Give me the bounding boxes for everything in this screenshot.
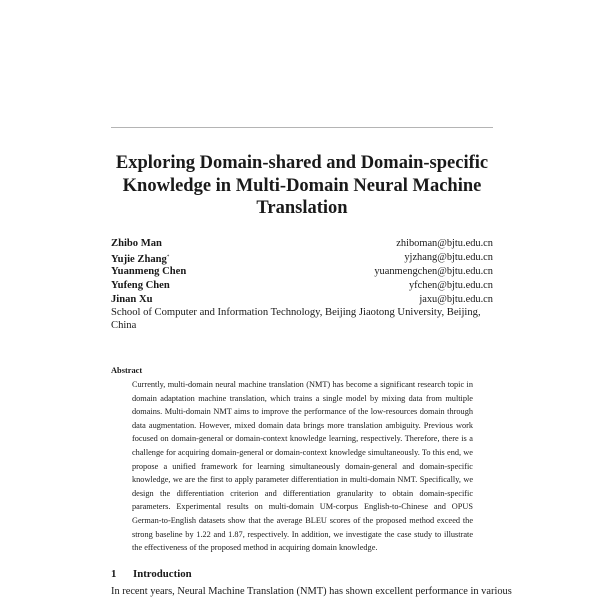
author-name: Jinan Xu [111,294,153,305]
author-row [111,251,493,265]
author-row [111,293,493,307]
affiliation: School of Computer and Information Technology, Beijing Jiaotong University, Beijing, China [111,307,481,331]
corresponding-author-marker: * [166,255,170,260]
author-block [111,237,493,332]
author-row [111,237,493,251]
section-number: 1 [111,568,117,580]
author-email: yfchen@bjtu.edu.cn [408,280,493,291]
title-line-3: Translation [256,198,348,218]
author-name: Zhibo Man [111,238,162,249]
author-row [111,265,493,279]
abstract-heading: Abstract [111,366,143,375]
author-email: yjzhang@bjtu.edu.cn [404,252,493,263]
abstract-text: Currently, multi-domain neural machine translation (NMT) has become a significant research topic in domain adaptation machine translation, which trains a single model by mixing data from multiple domains. Multi-domain NMT aims to improve the performance of the low-resources domain through data augmentation. However, mixed domain data brings more translation ambiguity. Previous work focused on domain-general or domain-context knowledge learning, respectively. Therefore, there is a challenge for acquiring domain-general or domain-context knowledge simultaneously. To this end, we propose a unified framework for learning simultaneously domain-general and domain-specific knowledge, we are the first to apply parameter differentiation in multi-domain NMT. Specifically, we design the differentiation criterion and differentiation granularity to obtain domain-specific parameters. Experimental results on multi-domain UM-corpus English-to-Chinese and OPUS German-to-English datasets show that the average BLEU scores of the proposed method exceed the strong baseline by 1.22 and 1.87, respectively. In addition, we investigate the case study to illustrate the effectiveness of the proposed method in acquiring domain knowledge. [132,380,473,553]
introduction-text: In recent years, Neural Machine Translation (NMT) has shown excellent performance in various [111,586,512,597]
author-email: jaxu@bjtu.edu.cn [419,294,493,305]
paper-title [100,152,504,220]
author-name: Yuanmeng Chen [111,266,187,277]
title-line-1: Exploring Domain-shared and Domain-specific [115,153,489,173]
header-rule [111,127,493,128]
author-name: Yufeng Chen [111,280,170,291]
section-heading-introduction [111,568,192,580]
section-title: Introduction [133,568,192,580]
author-email: yuanmengchen@bjtu.edu.cn [374,266,493,277]
author-name: Yujie Zhang* [111,254,170,265]
author-row [111,279,493,293]
title-line-2: Knowledge in Multi-Domain Neural Machine [122,175,482,196]
author-email: zhiboman@bjtu.edu.cn [396,238,493,249]
